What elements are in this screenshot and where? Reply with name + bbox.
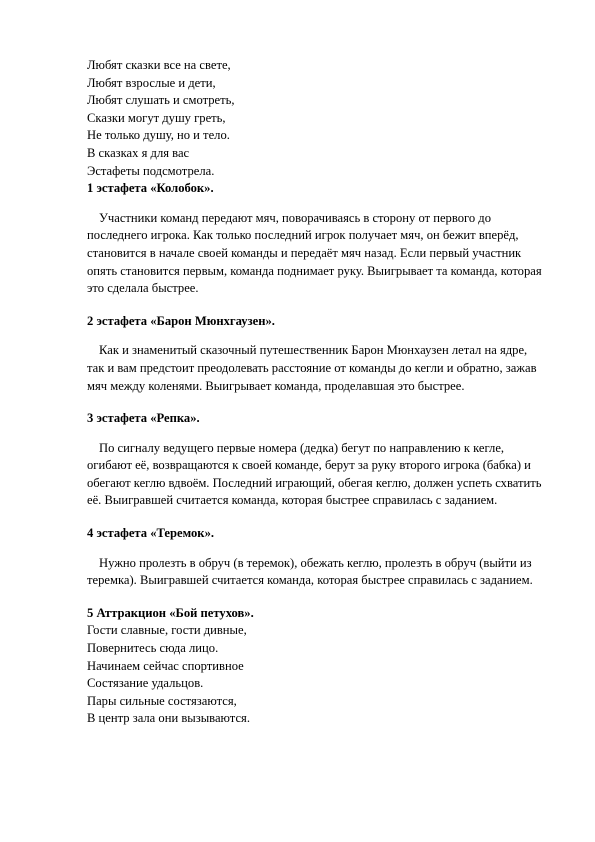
verse-line: Сказки могут душу греть, xyxy=(87,110,226,125)
verse-line: Любят сказки все на свете, xyxy=(87,58,231,72)
verse-line: Эстафеты подсмотрела. xyxy=(87,163,215,178)
relay-heading: 3 эстафета «Репка». xyxy=(87,411,200,426)
verse-line: Любят слушать и смотреть, xyxy=(87,93,235,108)
verse-line: Состязание удальцов. xyxy=(87,676,204,691)
verse-line: В сказках я для вас xyxy=(87,145,190,160)
relay-description: Как и знаменитый сказочный путешественник Барон Мюнхаузен летал на ядре, так и вам предстоит преодолевать расстояние от команды до кегли и обратно, зажав мяч между коленями. Выигрывает команда, проделавшая это быстрее. xyxy=(87,343,537,393)
verse-line: Гости славные, гости дивные, xyxy=(87,623,247,638)
relay-4 xyxy=(87,525,547,590)
verse-line: Не только душу, но и тело. xyxy=(87,128,230,143)
document-body xyxy=(87,57,547,728)
relay-heading: 4 эстафета «Теремок». xyxy=(87,526,215,541)
relay-description: Нужно пролезть в обруч (в теремок), обежать кеглю, пролезть в обруч (выйти из теремка). Выигравшей считается команда, которая быстрее справилась с заданием. xyxy=(87,555,533,588)
relay-heading: 2 эстафета «Барон Мюнхгаузен». xyxy=(87,313,275,328)
relay-description: По сигналу ведущего первые номера (дедка) бегут по направлению к кегле, огибают её, возвращаются к своей команде, берут за руку второго игрока (бабка) и обегают кеглю вдвоём. Последний играющий, обегая кеглю, должен успеть схватить её. Выигравшей считается команда, которая быстрее справилась с заданием. xyxy=(87,440,542,508)
verse-line: Любят взрослые и дети, xyxy=(87,75,216,90)
relay-description: Участники команд передают мяч, поворачиваясь в сторону от первого до последнего игрока. Как только последний игрок получает мяч, он бежит вперёд, становится в начале своей команды и передаёт мяч назад. Если первый участник опять становится первым, команда поднимает руку. Выигрывает та команда, которая это сделала быстрее. xyxy=(87,210,542,296)
relay-1 xyxy=(87,180,547,298)
verse-line: Повернитесь сюда лицо. xyxy=(87,641,219,656)
verse-line: Пары сильные состязаются, xyxy=(87,693,237,708)
relay-heading: 1 эстафета «Колобок». xyxy=(87,181,214,196)
verse-line: Начинаем сейчас спортивное xyxy=(87,658,244,673)
attraction-heading: 5 Аттракцион «Бой петухов». xyxy=(87,605,254,620)
verse-line: В центр зала они вызываются. xyxy=(87,711,250,726)
intro-verse xyxy=(87,57,547,180)
relay-2 xyxy=(87,313,547,395)
relay-3 xyxy=(87,410,547,510)
attraction xyxy=(87,605,547,728)
